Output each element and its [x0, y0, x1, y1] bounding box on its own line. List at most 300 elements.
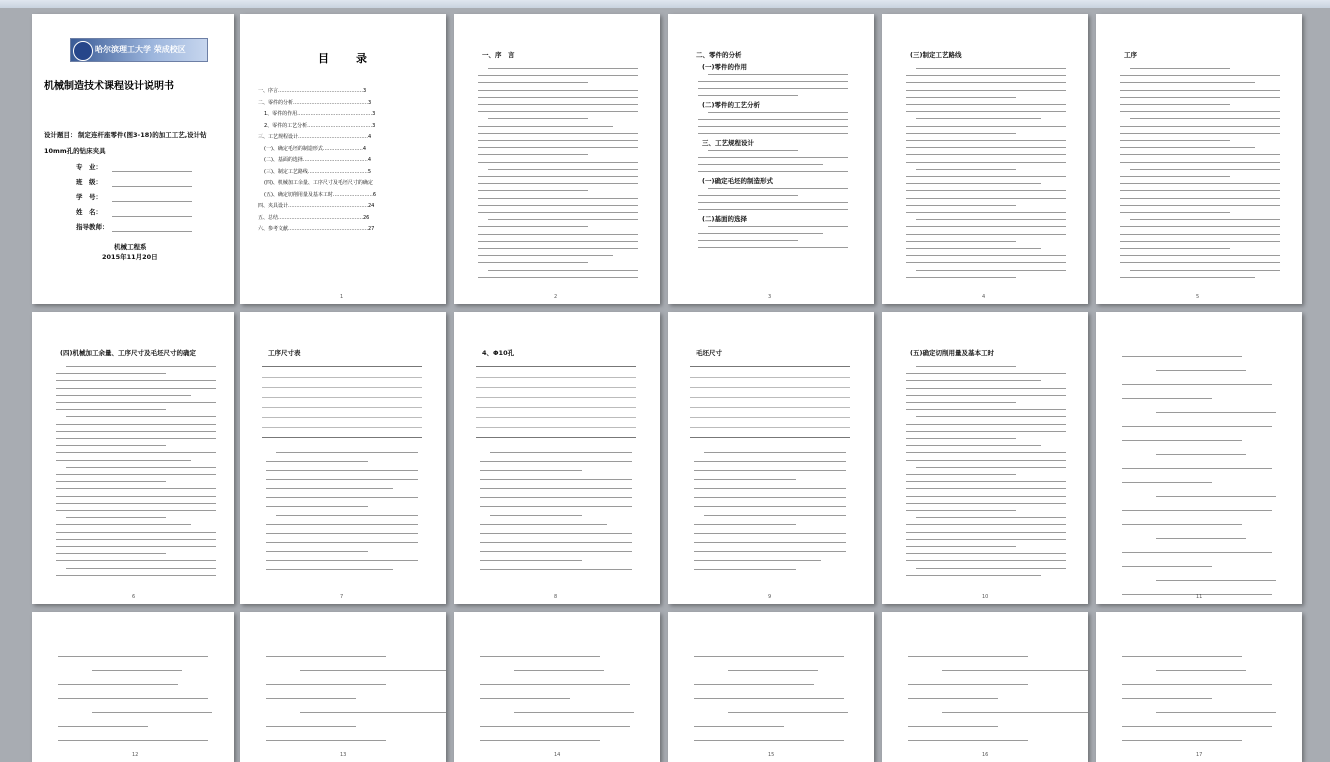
text-line — [906, 488, 1066, 489]
text-line — [478, 205, 638, 206]
text-line — [478, 154, 588, 155]
text-line — [906, 452, 1066, 453]
cover-date: 2015年11月20日 — [102, 253, 158, 261]
text-line — [480, 551, 632, 552]
text-line — [478, 248, 638, 249]
text-line — [1120, 234, 1280, 235]
text-line — [906, 104, 1066, 105]
document-page[interactable] — [240, 612, 446, 762]
text-line — [916, 118, 1041, 119]
formula-line — [480, 684, 630, 685]
formula-line — [1122, 356, 1242, 357]
formula-line — [1122, 740, 1242, 741]
formula-line — [92, 712, 212, 713]
text-line — [56, 388, 216, 389]
data-table — [690, 366, 850, 438]
text-line — [478, 90, 638, 91]
text-line — [906, 140, 1066, 141]
toc-title: 目 录 — [318, 52, 375, 65]
formula-line — [480, 656, 600, 657]
page-number: 10 — [982, 594, 989, 600]
document-page[interactable] — [882, 612, 1088, 762]
text-line — [1120, 154, 1280, 155]
text-line — [906, 75, 1066, 76]
text-line — [478, 140, 638, 141]
table-row — [262, 417, 422, 418]
text-line — [698, 164, 823, 165]
cover-field-underline — [112, 201, 192, 202]
logo-text: 哈尔滨理工大学 荣成校区 — [95, 45, 186, 54]
text-line — [56, 438, 216, 439]
page-number: 7 — [340, 594, 344, 600]
toc-entry: 2、零件的工艺分析…………………………………3 — [264, 122, 376, 129]
text-line — [906, 198, 1066, 199]
formula-line — [1156, 370, 1246, 371]
text-line — [906, 539, 1066, 540]
text-line — [1130, 169, 1280, 170]
formula-line — [694, 726, 784, 727]
text-line — [1120, 126, 1280, 127]
toc-entry: 六、参考文献…………………………………………27 — [258, 226, 375, 232]
formula-line — [1122, 468, 1272, 469]
text-line — [480, 524, 607, 525]
text-line — [906, 82, 1066, 83]
formula-line — [908, 698, 998, 699]
document-page[interactable] — [882, 312, 1088, 604]
document-page[interactable] — [240, 312, 446, 604]
page-number: 8 — [554, 594, 558, 600]
toc-entry: (五)、确定切削用量及基本工时……………………6 — [264, 191, 377, 198]
text-line — [1120, 255, 1280, 256]
text-line — [698, 233, 823, 234]
formula-line — [694, 656, 844, 657]
formula-line — [1122, 698, 1212, 699]
text-line — [56, 496, 216, 497]
document-page[interactable] — [32, 612, 234, 762]
text-line — [1120, 140, 1230, 141]
page-number: 3 — [768, 294, 772, 300]
text-line — [916, 169, 1016, 170]
text-line — [276, 452, 418, 453]
table-row — [262, 377, 422, 378]
text-line — [1120, 226, 1280, 227]
text-line — [1120, 97, 1280, 98]
text-line — [66, 416, 216, 417]
text-line — [478, 147, 638, 148]
text-line — [1130, 118, 1280, 119]
section-heading: 工序尺寸表 — [268, 349, 301, 357]
text-line — [906, 438, 1016, 439]
text-line — [56, 460, 191, 461]
formula-line — [1156, 412, 1276, 413]
text-line — [694, 560, 821, 561]
university-seal-icon — [73, 41, 93, 61]
cover-field-label: 指导教师： — [76, 223, 109, 231]
text-line — [56, 409, 166, 410]
text-line — [906, 241, 1016, 242]
table-row — [690, 417, 850, 418]
text-line — [478, 212, 638, 213]
table-row — [690, 427, 850, 428]
table-row — [262, 427, 422, 428]
text-line — [906, 190, 1066, 191]
window-top-bar — [0, 0, 1330, 8]
subsection-heading: (二)基面的选择 — [702, 215, 747, 223]
formula-line — [266, 698, 356, 699]
text-line — [694, 461, 846, 462]
formula-line — [728, 670, 818, 671]
table-row — [476, 387, 636, 388]
formula-line — [266, 684, 386, 685]
text-line — [480, 560, 582, 561]
section-heading: 4、Φ10孔 — [482, 349, 515, 357]
formula-line — [58, 684, 178, 685]
formula-line — [1122, 426, 1272, 427]
page-number: 14 — [554, 752, 561, 758]
text-line — [704, 515, 846, 516]
document-page[interactable] — [882, 14, 1088, 304]
text-line — [698, 157, 848, 158]
text-line — [488, 270, 638, 271]
formula-line — [1156, 496, 1276, 497]
formula-line — [942, 670, 1088, 671]
text-line — [916, 517, 1066, 518]
formula-line — [1122, 510, 1272, 511]
toc-entry: (一)、确定毛坯的制造形式……………………4 — [264, 145, 367, 152]
text-line — [1120, 205, 1280, 206]
table-row — [476, 397, 636, 398]
toc-entry: 二、零件的分析………………………………………3 — [258, 99, 372, 106]
text-line — [1120, 183, 1280, 184]
text-line — [66, 366, 216, 367]
page-number: 15 — [768, 752, 775, 758]
text-line — [698, 240, 798, 241]
text-line — [916, 219, 1066, 220]
toc-entry: (三)、制定工艺路线………………………………5 — [264, 168, 372, 175]
formula-line — [266, 726, 356, 727]
text-line — [266, 551, 368, 552]
text-line — [56, 481, 166, 482]
formula-line — [1122, 398, 1212, 399]
text-line — [478, 190, 588, 191]
text-line — [906, 510, 1016, 511]
text-line — [916, 416, 1066, 417]
text-line — [56, 431, 216, 432]
text-line — [906, 532, 1066, 533]
subsection-heading: (一)确定毛坯的制造形式 — [702, 177, 773, 185]
page-number: 13 — [340, 752, 347, 758]
text-line — [698, 247, 848, 248]
cover-field-underline — [112, 186, 192, 187]
formula-line — [908, 656, 1028, 657]
text-line — [698, 209, 848, 210]
formula-line — [58, 698, 208, 699]
toc-entry: 三、工艺规程设计……………………………………4 — [258, 134, 372, 140]
text-line — [698, 202, 848, 203]
text-line — [1120, 241, 1280, 242]
text-line — [906, 380, 1041, 381]
text-line — [56, 395, 191, 396]
formula-line — [58, 656, 208, 657]
topic-value-2: 10mm孔的钻床夹具 — [44, 147, 106, 155]
table-row — [476, 427, 636, 428]
page-number: 6 — [132, 594, 136, 600]
document-page[interactable] — [1096, 14, 1302, 304]
text-line — [906, 460, 1066, 461]
text-line — [1130, 219, 1280, 220]
text-line — [478, 104, 638, 105]
text-line — [1120, 212, 1230, 213]
formula-line — [266, 740, 386, 741]
page-number: 2 — [554, 294, 558, 300]
document-page[interactable] — [1096, 612, 1302, 762]
text-line — [276, 515, 418, 516]
formula-line — [1156, 580, 1276, 581]
section-heading: 一、序 言 — [482, 51, 515, 59]
formula-line — [942, 712, 1088, 713]
text-line — [478, 176, 638, 177]
text-line — [66, 517, 166, 518]
text-line — [708, 112, 848, 113]
page-number: 9 — [768, 594, 772, 600]
text-line — [906, 111, 1066, 112]
text-line — [1120, 162, 1280, 163]
formula-line — [58, 740, 208, 741]
text-line — [906, 503, 1066, 504]
text-line — [478, 241, 638, 242]
section-heading: 二、零件的分析 — [696, 51, 742, 59]
subsection-heading: (二)零件的工艺分析 — [702, 101, 760, 109]
text-line — [906, 205, 1016, 206]
section-heading: (五)确定切削用量及基本工时 — [910, 349, 994, 357]
text-line — [266, 488, 393, 489]
table-row — [690, 387, 850, 388]
text-line — [698, 171, 848, 172]
text-line — [694, 569, 796, 570]
text-line — [916, 467, 1066, 468]
text-line — [56, 524, 191, 525]
toc-entry: 四、夹具设计…………………………………………24 — [258, 203, 375, 209]
text-line — [56, 474, 216, 475]
text-line — [906, 424, 1066, 425]
text-line — [266, 542, 418, 543]
text-line — [1120, 82, 1255, 83]
text-line — [694, 506, 846, 507]
text-line — [1120, 104, 1230, 105]
formula-line — [694, 684, 814, 685]
formula-line — [300, 670, 446, 671]
text-line — [66, 568, 216, 569]
text-line — [56, 575, 216, 576]
formula-line — [908, 684, 1028, 685]
table-row — [476, 417, 636, 418]
text-line — [480, 497, 632, 498]
text-line — [906, 176, 1066, 177]
text-line — [490, 515, 582, 516]
text-line — [906, 248, 1041, 249]
text-line — [906, 388, 1066, 389]
text-line — [266, 461, 368, 462]
table-row — [262, 387, 422, 388]
text-line — [66, 467, 216, 468]
text-line — [1120, 190, 1280, 191]
text-line — [488, 118, 588, 119]
text-line — [488, 68, 638, 69]
text-line — [56, 503, 216, 504]
text-line — [478, 183, 638, 184]
cover-field-label: 学 号： — [76, 193, 102, 201]
text-line — [480, 488, 632, 489]
text-line — [478, 226, 588, 227]
formula-line — [694, 698, 844, 699]
data-table — [262, 366, 422, 438]
text-line — [56, 546, 216, 547]
document-page[interactable] — [668, 14, 874, 304]
text-line — [906, 546, 1016, 547]
text-line — [478, 75, 638, 76]
text-line — [906, 575, 1041, 576]
text-line — [266, 470, 418, 471]
text-line — [1130, 68, 1230, 69]
formula-line — [1122, 684, 1272, 685]
text-line — [906, 524, 1066, 525]
toc-entry: (二)、基面的选择…………………………………4 — [264, 157, 372, 163]
page-number: 5 — [1196, 294, 1200, 300]
text-line — [906, 226, 1066, 227]
table-row — [476, 377, 636, 378]
text-line — [906, 277, 1016, 278]
text-line — [694, 542, 846, 543]
text-line — [480, 479, 632, 480]
text-line — [56, 402, 216, 403]
text-line — [56, 445, 166, 446]
text-line — [906, 234, 1066, 235]
text-line — [708, 150, 798, 151]
text-line — [488, 169, 638, 170]
text-line — [698, 95, 798, 96]
text-line — [1120, 111, 1280, 112]
text-line — [488, 219, 638, 220]
page-number: 11 — [1196, 594, 1203, 600]
text-line — [906, 481, 1066, 482]
text-line — [694, 524, 796, 525]
text-line — [906, 212, 1066, 213]
formula-line — [694, 740, 844, 741]
text-line — [708, 74, 848, 75]
text-line — [1120, 147, 1255, 148]
formula-line — [908, 726, 998, 727]
text-line — [906, 445, 1041, 446]
text-line — [478, 126, 613, 127]
cover-field-underline — [112, 231, 192, 232]
document-page[interactable] — [668, 612, 874, 762]
formula-line — [1122, 656, 1242, 657]
text-line — [266, 569, 393, 570]
document-page[interactable] — [668, 312, 874, 604]
text-line — [56, 532, 216, 533]
section-heading: 毛坯尺寸 — [696, 349, 722, 357]
formula-line — [728, 712, 848, 713]
formula-line — [266, 656, 386, 657]
text-line — [906, 402, 1016, 403]
text-line — [478, 262, 588, 263]
document-page[interactable] — [454, 312, 660, 604]
text-line — [916, 68, 1066, 69]
text-line — [56, 553, 166, 554]
document-page[interactable] — [240, 14, 446, 304]
formula-line — [1122, 384, 1272, 385]
text-line — [906, 373, 1066, 374]
text-line — [694, 497, 846, 498]
table-row — [262, 407, 422, 408]
text-line — [906, 133, 1016, 134]
formula-line — [300, 712, 446, 713]
text-line — [480, 470, 582, 471]
text-line — [906, 496, 1066, 497]
text-line — [1120, 176, 1230, 177]
text-line — [694, 551, 846, 552]
document-page[interactable] — [32, 14, 234, 304]
table-row — [690, 397, 850, 398]
text-line — [906, 183, 1041, 184]
document-page[interactable] — [454, 612, 660, 762]
text-line — [906, 553, 1066, 554]
cover-field-underline — [112, 171, 192, 172]
formula-line — [514, 712, 634, 713]
text-line — [266, 560, 418, 561]
text-line — [266, 479, 418, 480]
text-line — [1120, 90, 1280, 91]
topic-label: 设计题目： — [44, 131, 77, 139]
table-row — [262, 397, 422, 398]
page-number: 1 — [340, 294, 344, 300]
toc-entry: 一、序言……………………………………………3 — [258, 88, 367, 94]
text-line — [56, 539, 216, 540]
text-line — [1130, 270, 1280, 271]
text-line — [916, 270, 1066, 271]
document-page[interactable] — [1096, 312, 1302, 604]
formula-line — [92, 670, 182, 671]
document-page[interactable] — [454, 14, 660, 304]
text-line — [478, 111, 638, 112]
text-line — [480, 542, 632, 543]
text-line — [906, 409, 1066, 410]
text-line — [698, 133, 848, 134]
data-table — [476, 366, 636, 438]
text-line — [906, 154, 1066, 155]
page-number: 4 — [982, 294, 986, 300]
formula-line — [1122, 524, 1242, 525]
text-line — [56, 424, 216, 425]
text-line — [478, 162, 638, 163]
text-line — [478, 198, 638, 199]
text-line — [56, 373, 166, 374]
formula-line — [480, 740, 600, 741]
page-number: 12 — [132, 752, 139, 758]
text-line — [480, 461, 632, 462]
text-line — [916, 568, 1066, 569]
formula-line — [1122, 482, 1212, 483]
text-line — [698, 195, 798, 196]
cover-field-underline — [112, 216, 192, 217]
table-row — [690, 407, 850, 408]
text-line — [906, 97, 1016, 98]
document-page[interactable] — [32, 312, 234, 604]
text-line — [708, 188, 848, 189]
formula-line — [1156, 670, 1246, 671]
table-row — [476, 407, 636, 408]
formula-line — [1156, 538, 1246, 539]
